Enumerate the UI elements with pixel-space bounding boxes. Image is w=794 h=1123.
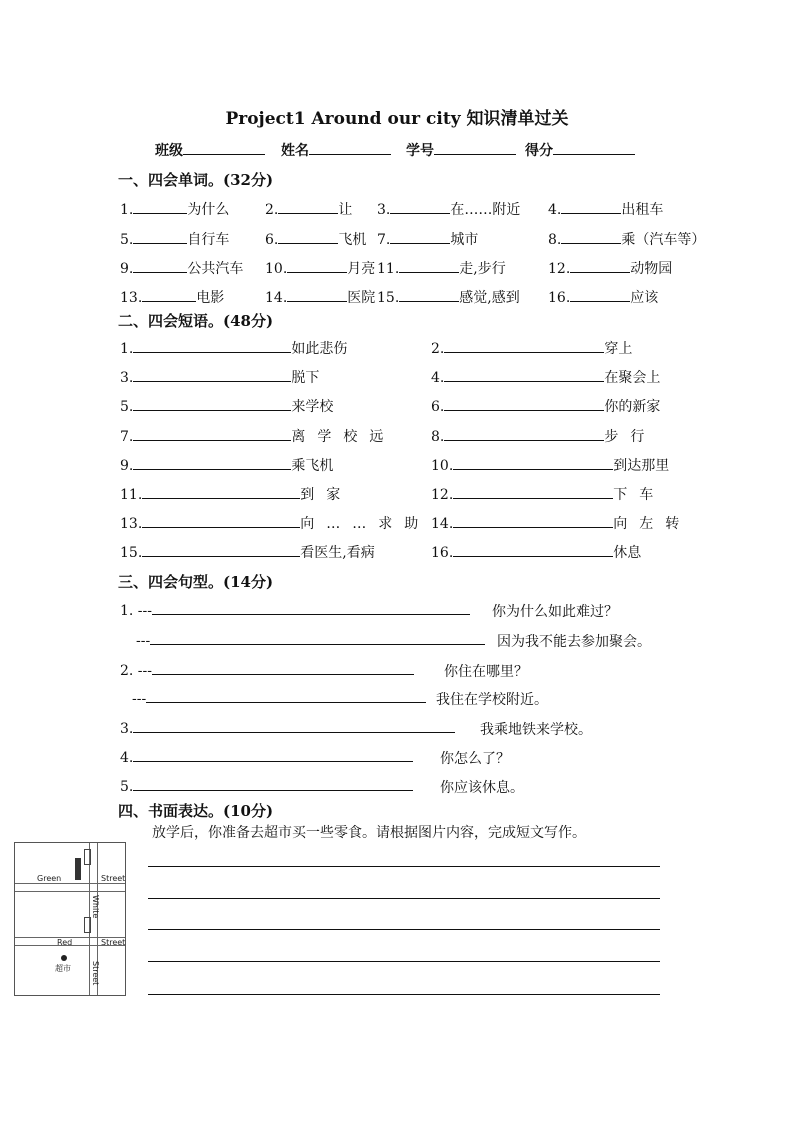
answer-blank[interactable] xyxy=(152,661,414,675)
phrase-item xyxy=(431,426,656,446)
person-icon xyxy=(75,858,81,880)
supermarket-dot-icon xyxy=(61,955,67,961)
answer-blank[interactable] xyxy=(146,689,426,703)
answer-blank[interactable] xyxy=(142,543,300,557)
item-number: 9. xyxy=(120,458,134,474)
answer-blank[interactable] xyxy=(133,719,455,733)
item-number: 4. xyxy=(120,750,134,766)
item-number: 16. xyxy=(548,290,571,306)
phrase-item xyxy=(431,455,669,475)
word-meaning: 让 xyxy=(338,202,353,218)
word-item xyxy=(265,229,366,249)
word-meaning: 感觉,感到 xyxy=(459,290,520,306)
word-meaning: 公共汽车 xyxy=(187,261,244,277)
section3-heading: 三、四会句型。(14分) xyxy=(118,573,274,591)
answer-blank[interactable] xyxy=(278,200,338,214)
sentence-item xyxy=(120,748,413,766)
item-number: 15. xyxy=(120,545,143,561)
phrase-meaning: 如此悲伤 xyxy=(291,341,348,357)
phrase-meaning: 来学校 xyxy=(291,399,334,415)
item-number: 6. xyxy=(431,399,445,415)
writing-line[interactable] xyxy=(148,961,660,962)
phrase-meaning: 向……求助 xyxy=(300,516,431,532)
phrase-item xyxy=(431,513,691,533)
phrase-item xyxy=(120,455,333,475)
phrase-meaning: 脱下 xyxy=(291,370,320,386)
word-item xyxy=(120,258,243,278)
word-meaning: 自行车 xyxy=(187,232,230,248)
item-number: 1. xyxy=(120,341,134,357)
sentence-meaning: 我乘地铁来学校。 xyxy=(480,722,592,738)
street-map xyxy=(14,842,126,996)
supermarket-label: 超市 xyxy=(55,964,71,973)
item-number: 5. xyxy=(120,779,134,795)
word-meaning: 月亮 xyxy=(347,261,376,277)
item-number: 10. xyxy=(431,458,454,474)
street-label: Street xyxy=(91,961,100,986)
word-meaning: 城市 xyxy=(450,232,479,248)
class-field[interactable]: 班级 xyxy=(155,140,265,160)
answer-blank[interactable] xyxy=(561,200,621,214)
answer-blank[interactable] xyxy=(453,543,613,557)
item-number: 11. xyxy=(120,487,143,503)
sign-icon xyxy=(84,917,91,933)
item-number: 1. xyxy=(120,202,134,218)
item-number: 8. xyxy=(431,429,445,445)
sentence-item xyxy=(136,631,485,649)
item-number: 15. xyxy=(377,290,400,306)
item-number: 4. xyxy=(548,202,562,218)
phrase-meaning: 看医生,看病 xyxy=(300,545,375,561)
answer-blank[interactable] xyxy=(390,200,450,214)
item-number: 5. xyxy=(120,232,134,248)
item-number: 12. xyxy=(548,261,571,277)
word-item xyxy=(548,199,663,219)
phrase-item xyxy=(120,396,333,416)
item-number: 12. xyxy=(431,487,454,503)
word-meaning: 飞机 xyxy=(338,232,367,248)
answer-blank[interactable] xyxy=(133,777,413,791)
item-number: 6. xyxy=(265,232,279,248)
phrase-item xyxy=(120,513,430,533)
answer-blank[interactable] xyxy=(150,631,485,645)
item-number: 7. xyxy=(120,429,134,445)
score-field[interactable]: 得分 xyxy=(525,140,635,160)
phrase-meaning: 步行 xyxy=(604,429,657,445)
sentence-item xyxy=(120,601,470,619)
sign-icon xyxy=(84,849,91,865)
item-number: 14. xyxy=(431,516,454,532)
answer-blank[interactable] xyxy=(390,230,450,244)
page-title: Project1 Around our city 知识清单过关 xyxy=(225,109,569,129)
answer-blank[interactable] xyxy=(399,288,459,302)
item-number: 8. xyxy=(548,232,562,248)
answer-blank[interactable] xyxy=(287,288,347,302)
item-number: 2. xyxy=(265,202,279,218)
item-number: --- xyxy=(132,691,147,707)
answer-blank[interactable] xyxy=(287,259,347,273)
writing-line[interactable] xyxy=(148,929,660,930)
answer-blank[interactable] xyxy=(133,748,413,762)
phrase-meaning: 到达那里 xyxy=(613,458,670,474)
phrase-meaning: 离学校远 xyxy=(291,429,396,445)
item-number: 9. xyxy=(120,261,134,277)
answer-blank[interactable] xyxy=(133,456,291,470)
item-number: 5. xyxy=(120,399,134,415)
writing-line[interactable] xyxy=(148,898,660,899)
answer-blank[interactable] xyxy=(133,397,291,411)
answer-blank[interactable] xyxy=(133,368,291,382)
phrase-item xyxy=(120,338,347,358)
word-item xyxy=(377,258,506,278)
item-number: 14. xyxy=(265,290,288,306)
phrase-meaning: 在聚会上 xyxy=(604,370,661,386)
sentence-item xyxy=(120,777,413,795)
phrase-meaning: 向左转 xyxy=(613,516,692,532)
section2-heading: 二、四会短语。(48分) xyxy=(118,312,274,330)
sentence-item xyxy=(120,719,455,737)
student-id-field[interactable]: 学号 xyxy=(406,140,516,160)
word-meaning: 动物园 xyxy=(630,261,673,277)
sentence-meaning: 你住在哪里？ xyxy=(444,664,528,680)
phrase-item xyxy=(120,542,375,562)
sentence-meaning: 你为什么如此难过？ xyxy=(492,604,618,620)
answer-blank[interactable] xyxy=(399,259,459,273)
writing-prompt: 放学后，你准备去超市买一些零食。请根据图片内容，完成短文写作。 xyxy=(152,825,586,841)
answer-blank[interactable] xyxy=(444,427,604,441)
word-meaning: 乘（汽车等） xyxy=(621,232,706,248)
sentence-meaning: 你怎么了？ xyxy=(440,751,510,767)
phrase-item xyxy=(431,367,660,387)
answer-blank[interactable] xyxy=(133,427,291,441)
section1-heading: 一、四会单词。(32分) xyxy=(118,171,274,189)
sentence-item xyxy=(132,689,426,707)
word-item xyxy=(548,258,672,278)
phrase-meaning: 你的新家 xyxy=(604,399,661,415)
phrase-item xyxy=(120,484,352,504)
word-meaning: 为什么 xyxy=(187,202,230,218)
phrase-item xyxy=(431,338,632,358)
word-item xyxy=(120,199,229,219)
item-number: 13. xyxy=(120,516,143,532)
answer-blank[interactable] xyxy=(133,259,187,273)
word-meaning: 在……附近 xyxy=(450,202,521,218)
answer-blank[interactable] xyxy=(133,339,291,353)
answer-blank[interactable] xyxy=(133,200,187,214)
item-number: 10. xyxy=(265,261,288,277)
phrase-item xyxy=(431,484,665,504)
answer-blank[interactable] xyxy=(142,514,300,528)
answer-blank[interactable] xyxy=(278,230,338,244)
item-number: 16. xyxy=(431,545,454,561)
answer-blank[interactable] xyxy=(561,230,621,244)
word-item xyxy=(377,229,478,249)
answer-blank[interactable] xyxy=(453,485,613,499)
item-number: 2. xyxy=(431,341,445,357)
word-meaning: 出租车 xyxy=(621,202,664,218)
writing-line[interactable] xyxy=(148,866,660,867)
section4-heading: 四、书面表达。(10分) xyxy=(118,802,274,820)
answer-blank[interactable] xyxy=(444,368,604,382)
phrase-meaning: 下车 xyxy=(613,487,666,503)
answer-blank[interactable] xyxy=(570,259,630,273)
word-item xyxy=(120,287,224,307)
sentence-meaning: 因为我不能去参加聚会。 xyxy=(497,634,651,650)
item-number: 11. xyxy=(377,261,400,277)
word-meaning: 走,步行 xyxy=(459,261,506,277)
word-item xyxy=(377,287,520,307)
street-label: Street xyxy=(101,874,126,883)
word-item xyxy=(377,199,520,219)
answer-blank[interactable] xyxy=(444,397,604,411)
item-number: 4. xyxy=(431,370,445,386)
item-number: 3. xyxy=(120,370,134,386)
name-field[interactable]: 姓名 xyxy=(281,140,391,160)
sentence-item xyxy=(120,661,414,679)
answer-blank[interactable] xyxy=(142,485,300,499)
answer-blank[interactable] xyxy=(444,339,604,353)
phrase-meaning: 休息 xyxy=(613,545,642,561)
phrase-meaning: 乘飞机 xyxy=(291,458,334,474)
answer-blank[interactable] xyxy=(453,514,613,528)
green-label: Green xyxy=(37,874,62,883)
phrase-item xyxy=(120,426,395,446)
answer-blank[interactable] xyxy=(133,230,187,244)
white-label: White xyxy=(91,895,100,919)
item-number: 7. xyxy=(377,232,391,248)
red-label: Red xyxy=(57,938,73,947)
item-number: 2. --- xyxy=(120,663,152,679)
sentence-meaning: 我住在学校附近。 xyxy=(436,692,548,708)
word-item xyxy=(548,287,658,307)
word-meaning: 应该 xyxy=(630,290,659,306)
word-item xyxy=(265,287,375,307)
item-number: 3. xyxy=(120,721,134,737)
phrase-item xyxy=(120,367,319,387)
word-item xyxy=(120,229,229,249)
answer-blank[interactable] xyxy=(453,456,613,470)
word-meaning: 医院 xyxy=(347,290,376,306)
sentence-meaning: 你应该休息。 xyxy=(440,780,524,796)
phrase-item xyxy=(431,542,641,562)
answer-blank[interactable] xyxy=(152,601,470,615)
word-meaning: 电影 xyxy=(196,290,225,306)
street-label: Street xyxy=(101,938,126,947)
word-item xyxy=(265,199,352,219)
word-item xyxy=(265,258,375,278)
item-number: 1. --- xyxy=(120,603,152,619)
word-item xyxy=(548,229,705,249)
phrase-meaning: 穿上 xyxy=(604,341,633,357)
phrase-item xyxy=(431,396,660,416)
answer-blank[interactable] xyxy=(570,288,630,302)
answer-blank[interactable] xyxy=(142,288,196,302)
item-number: 13. xyxy=(120,290,143,306)
item-number: --- xyxy=(136,633,151,649)
writing-line[interactable] xyxy=(148,994,660,995)
phrase-meaning: 到家 xyxy=(300,487,353,503)
item-number: 3. xyxy=(377,202,391,218)
